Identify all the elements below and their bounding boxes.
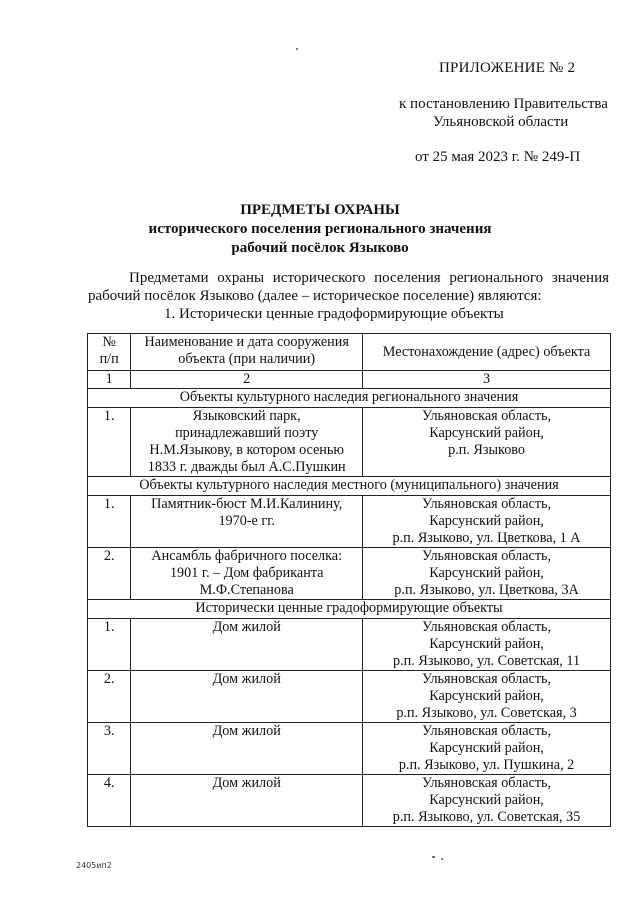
table-header-row [88, 334, 611, 371]
address-line: р.п. Языково, ул. Пушкина, 2 [398, 757, 575, 773]
table-body [88, 389, 611, 827]
address-line: р.п. Языково [448, 442, 525, 458]
scan-speck [441, 858, 443, 860]
scan-speck [432, 856, 435, 858]
object-name [131, 619, 363, 671]
table-row [88, 496, 611, 548]
object-address [363, 548, 611, 600]
index-cell: 3 [363, 371, 611, 389]
row-number: 4. [88, 775, 131, 827]
row-number: 1. [88, 496, 131, 548]
address-line: Карсунский район, [429, 425, 544, 441]
object-name-line: Языковский парк, [192, 408, 301, 424]
object-name-line: Н.М.Языкову, в котором осенью [149, 442, 344, 458]
object-name-line: Дом жилой [212, 671, 281, 687]
table-row [88, 548, 611, 600]
table-section-row [88, 389, 611, 408]
object-name-line: 1970-е гг. [218, 513, 275, 529]
index-cell: 2 [131, 371, 363, 389]
table-row [88, 775, 611, 827]
object-address [363, 775, 611, 827]
object-name-line: Дом жилой [212, 619, 281, 635]
header-number-line1: № [102, 334, 116, 350]
table-row [88, 619, 611, 671]
section-title: Объекты культурного наследия местного (муниципального) значения [88, 477, 611, 496]
intro-line1: Предметами охраны исторического поселения регионального значения [129, 270, 609, 286]
object-name [131, 723, 363, 775]
address-line: Карсунский район, [429, 792, 544, 808]
title-line3: рабочий посёлок Языково [231, 240, 409, 256]
decree-reference-line2: Ульяновской области [433, 114, 569, 130]
object-name-line: Памятник-бюст М.И.Калинину, [151, 496, 343, 512]
address-line: р.п. Языково, ул. Советская, 11 [393, 653, 581, 669]
address-line: Карсунский район, [429, 513, 544, 529]
address-line: Карсунский район, [429, 688, 544, 704]
address-line: Карсунский район, [429, 565, 544, 581]
address-line: Ульяновская область, [422, 723, 552, 739]
address-line: Карсунский район, [429, 636, 544, 652]
title-line1: ПРЕДМЕТЫ ОХРАНЫ [240, 202, 400, 218]
object-name [131, 775, 363, 827]
section-title: Объекты культурного наследия регионального значения [88, 389, 611, 408]
object-address [363, 619, 611, 671]
decree-date: от 25 мая 2023 г. № 249-П [415, 149, 581, 165]
object-name-line: принадлежавший поэту [175, 425, 319, 441]
object-name-line: Дом жилой [212, 723, 281, 739]
protected-objects-table [87, 333, 611, 827]
table-row [88, 671, 611, 723]
table-section-row [88, 600, 611, 619]
header-name: Наименование и дата сооружения объекта (при наличии) [131, 334, 363, 371]
address-line: Ульяновская область, [422, 671, 552, 687]
object-name-line: 1901 г. – Дом фабриканта [169, 565, 324, 581]
row-number: 2. [88, 671, 131, 723]
decree-reference-line1: к постановлению Правительства [399, 96, 608, 112]
header-location: Местонахождение (адрес) объекта [363, 334, 611, 371]
appendix-label: ПРИЛОЖЕНИЕ № 2 [439, 60, 576, 76]
table-index-row [88, 371, 611, 389]
object-name [131, 671, 363, 723]
document-title [0, 201, 640, 258]
address-line: р.п. Языково, ул. Цветкова, 1 А [392, 530, 581, 546]
intro-line2: рабочий посёлок Языково (далее – историческое поселение) являются: [88, 288, 542, 304]
table-row [88, 408, 611, 477]
address-line: р.п. Языково, ул. Советская, 35 [392, 809, 581, 825]
header-number [88, 334, 131, 371]
footer-code: 2405ип2 [76, 861, 112, 870]
scan-speck [296, 48, 298, 50]
object-address [363, 496, 611, 548]
object-name-line: М.Ф.Степанова [199, 582, 294, 598]
row-number: 1. [88, 619, 131, 671]
title-line2: исторического поселения регионального значения [148, 221, 492, 237]
address-line: Ульяновская область, [422, 619, 552, 635]
index-cell: 1 [88, 371, 131, 389]
address-line: Ульяновская область, [422, 775, 552, 791]
row-number: 1. [88, 408, 131, 477]
address-line: Ульяновская область, [422, 408, 552, 424]
address-line: р.п. Языково, ул. Цветкова, 3А [394, 582, 579, 598]
header-number-line2: п/п [99, 351, 119, 367]
object-name [131, 408, 363, 477]
row-number: 2. [88, 548, 131, 600]
object-address [363, 408, 611, 477]
address-line: р.п. Языково, ул. Советская, 3 [396, 705, 577, 721]
object-name-line: Ансамбль фабричного поселка: [151, 548, 343, 564]
address-line: Ульяновская область, [422, 548, 552, 564]
object-name [131, 496, 363, 548]
row-number: 3. [88, 723, 131, 775]
object-address [363, 671, 611, 723]
object-address [363, 723, 611, 775]
address-line: Ульяновская область, [422, 496, 552, 512]
intro-item1: 1. Исторически ценные градоформирующие объекты [164, 306, 504, 322]
section-title: Исторически ценные градоформирующие объекты [88, 600, 611, 619]
object-name-line: 1833 г. дважды был А.С.Пушкин [147, 459, 346, 475]
object-name-line: Дом жилой [212, 775, 281, 791]
address-line: Карсунский район, [429, 740, 544, 756]
table-row [88, 723, 611, 775]
object-name [131, 548, 363, 600]
table-section-row [88, 477, 611, 496]
